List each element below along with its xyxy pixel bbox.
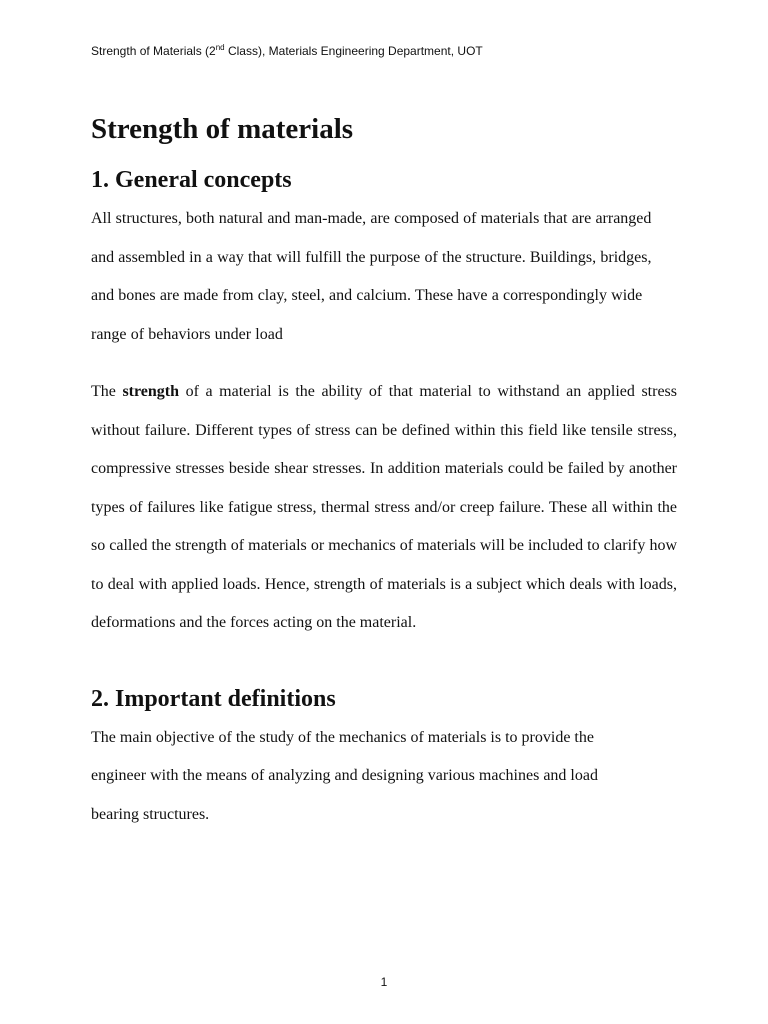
running-header [91,44,483,58]
paragraph-text: The [91,383,123,400]
document-body [91,108,677,834]
header-superscript: nd [215,43,225,52]
document-title: Strength of materials [91,113,354,145]
paragraph-structures: All structures, both natural and man-made, are composed of materials that are arranged and assembled in a way that will fulfill the purpose of the structure. Buildings, bridges, and bones are made from clay, steel, and calcium. These have a correspondingly wide range of behaviors under load [91,210,652,343]
section-heading-general-concepts: 1. General concepts [91,167,292,193]
paragraph-main-objective: The main objective of the study of the mechanics of materials is to provide the engineer with the means of analyzing and designing various machines and load bearing structures. [91,728,598,823]
page-number: 1 [380,975,388,989]
paragraph-text: of a material is the ability of that material to withstand an applied stress without failure. Different types of stress can be defined within this field like tensile stress, compressive stresses beside shear stresses. In addition materials could be failed by another types of failures like fatigue stress, thermal stress and/or creep failure. These all within the so called the strength of materials or mechanics of materials will be included to clarify how to deal with applied loads. Hence, strength of materials is a subject which deals with loads, deformations and the forces acting on the material. [91,383,677,631]
bold-term-strength: strength [122,383,180,400]
section-heading-important-definitions: 2. Important definitions [91,685,336,712]
header-prefix: Strength of Materials (2 [91,44,216,58]
header-suffix: Class), Materials Engineering Department, UOT [224,44,483,58]
paragraph-strength-definition [91,373,677,643]
